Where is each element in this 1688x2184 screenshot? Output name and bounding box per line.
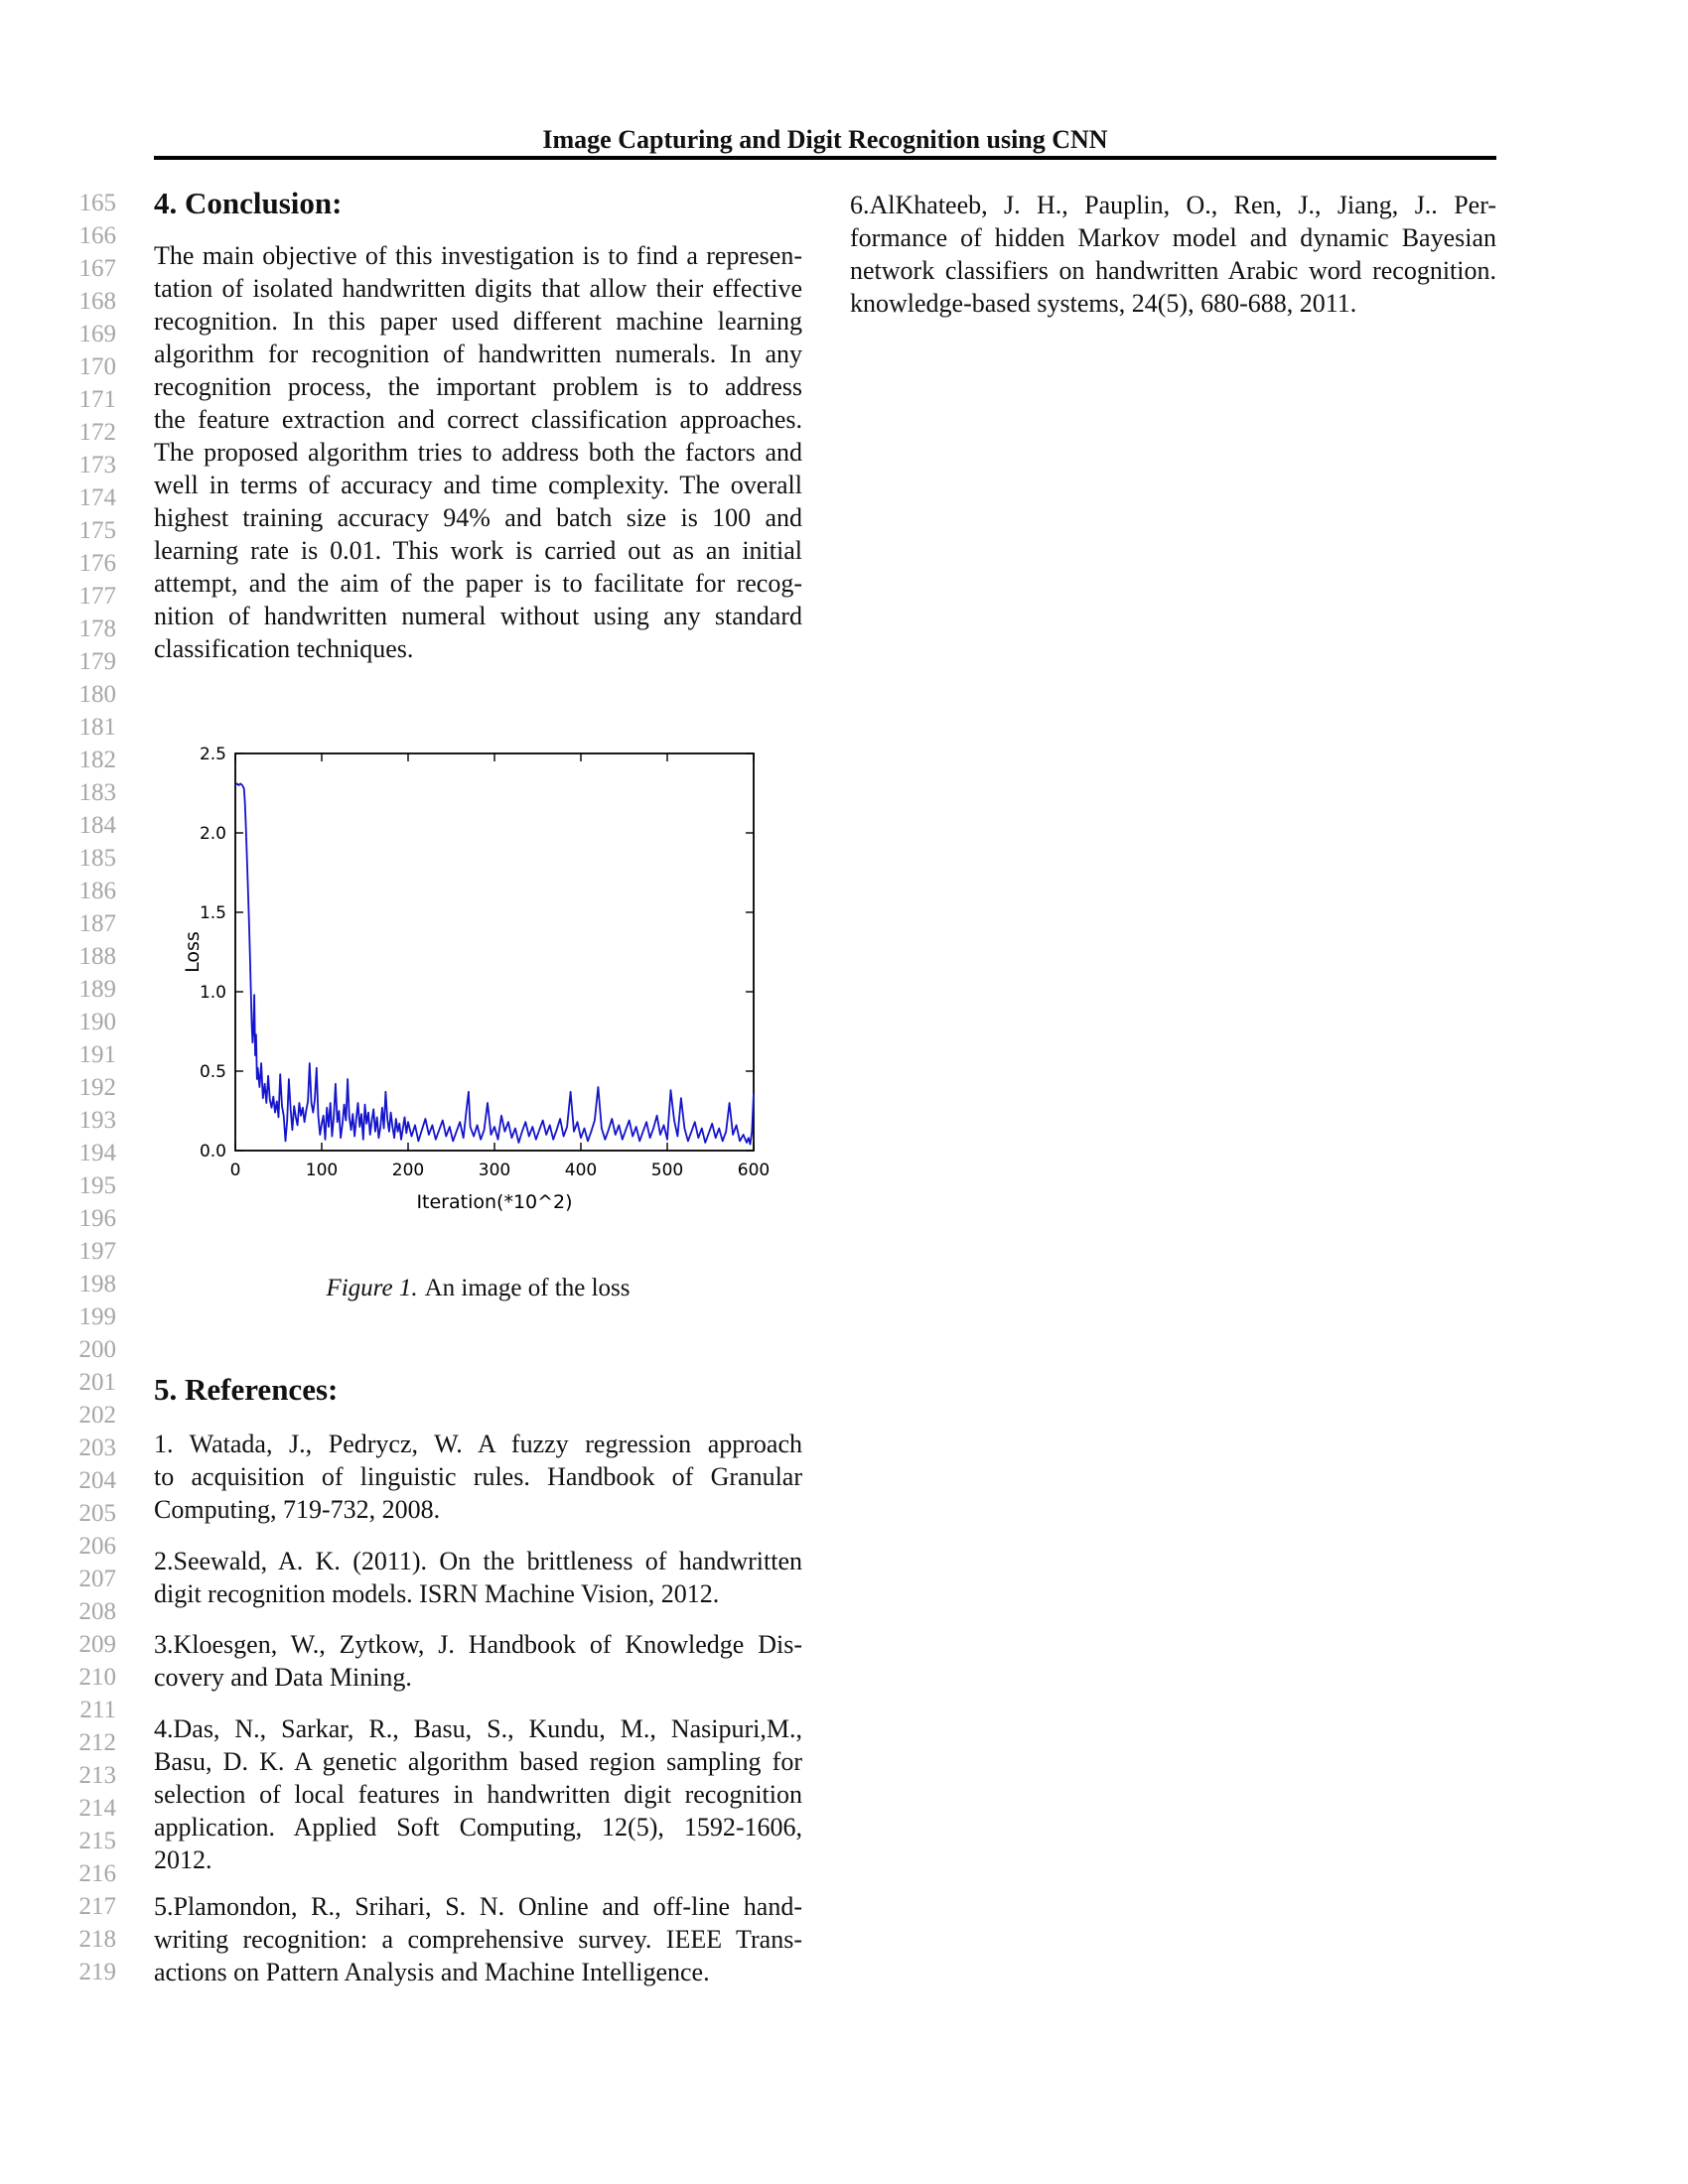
- line-number: 194: [78, 1140, 116, 1166]
- y-tick-label: 1.5: [199, 903, 226, 923]
- y-axis-label: Loss: [182, 931, 204, 973]
- line-number: 183: [78, 779, 116, 806]
- text-line: writing recognition: a comprehensive survey. IEEE Trans-: [154, 1925, 802, 1954]
- line-number: 200: [78, 1336, 116, 1363]
- line-number-column: [40, 187, 116, 1988]
- reference-item-3: [154, 1628, 802, 1694]
- reference-item-1: [154, 1428, 802, 1526]
- line-number: 202: [78, 1402, 116, 1429]
- figure-caption-text: An image of the loss: [424, 1275, 631, 1301]
- text-line: the feature extraction and correct classification approaches.: [154, 405, 802, 434]
- text-line: well in terms of accuracy and time complexity. The overall: [154, 471, 802, 499]
- text-line: classification techniques.: [154, 634, 414, 663]
- x-tick-label: 300: [478, 1160, 511, 1180]
- conclusion-heading: 4. Conclusion:: [154, 186, 343, 220]
- text-line: The main objective of this investigation is to find a represen-: [154, 241, 802, 270]
- line-number: 187: [78, 910, 116, 937]
- line-number: 196: [78, 1205, 116, 1232]
- x-tick-label: 600: [737, 1160, 771, 1180]
- text-line: nition of handwritten numeral without using any standard: [154, 602, 802, 630]
- line-number: 172: [78, 419, 116, 446]
- text-line: Basu, D. K. A genetic algorithm based region sampling for: [154, 1747, 802, 1776]
- line-number: 190: [78, 1009, 116, 1035]
- y-tick-label: 0.5: [199, 1062, 226, 1082]
- line-number: 216: [78, 1860, 116, 1887]
- reference-item-6: [850, 189, 1496, 320]
- header-rule: [154, 156, 1496, 160]
- line-number: 176: [78, 550, 116, 577]
- references-heading: 5. References:: [154, 1372, 339, 1407]
- text-line: Computing, 719-732, 2008.: [154, 1495, 441, 1524]
- line-number: 169: [78, 321, 116, 347]
- line-number: 201: [78, 1369, 116, 1396]
- line-number: 175: [78, 517, 116, 544]
- line-number: 177: [78, 583, 116, 610]
- line-number: 186: [78, 878, 116, 904]
- reference-item-5: [154, 1890, 802, 1988]
- plot-border: [235, 753, 754, 1151]
- figure-caption: [154, 1272, 802, 1304]
- line-number: 217: [78, 1893, 116, 1920]
- text-line: 5.Plamondon, R., Srihari, S. N. Online and off-line hand-: [154, 1892, 802, 1921]
- line-number: 208: [78, 1598, 116, 1625]
- y-tick-label: 0.0: [199, 1142, 226, 1161]
- text-line: 6.AlKhateeb, J. H., Pauplin, O., Ren, J., Jiang, J.. Per-: [850, 191, 1496, 219]
- page-title: Image Capturing and Digit Recognition using CNN: [542, 125, 1108, 154]
- text-line: attempt, and the aim of the paper is to facilitate for recog-: [154, 569, 802, 598]
- text-line: 4.Das, N., Sarkar, R., Basu, S., Kundu, M., Nasipuri,M.,: [154, 1714, 802, 1743]
- y-tick-label: 1.0: [199, 983, 226, 1003]
- line-number: 197: [78, 1238, 116, 1265]
- line-number: 184: [78, 812, 116, 839]
- conclusion-paragraph: [154, 239, 802, 665]
- text-line: 1. Watada, J., Pedrycz, W. A fuzzy regression approach: [154, 1430, 802, 1458]
- text-line: knowledge-based systems, 24(5), 680-688, 2011.: [850, 289, 1357, 318]
- line-number: 215: [78, 1828, 116, 1854]
- line-number: 165: [78, 190, 116, 216]
- x-tick-label: 0: [229, 1160, 241, 1180]
- line-number: 207: [78, 1566, 116, 1592]
- line-number: 219: [78, 1959, 116, 1985]
- text-line: network classifiers on handwritten Arabic word recognition.: [850, 256, 1496, 285]
- text-line: highest training accuracy 94% and batch size is 100 and: [154, 503, 802, 532]
- text-line: covery and Data Mining.: [154, 1663, 412, 1692]
- line-number: 173: [78, 452, 116, 478]
- text-line: selection of local features in handwritten digit recognition: [154, 1780, 802, 1809]
- text-line: tation of isolated handwritten digits that allow their effective: [154, 274, 802, 303]
- x-tick-label: 100: [305, 1160, 339, 1180]
- line-number: 192: [78, 1074, 116, 1101]
- line-number: 182: [78, 747, 116, 773]
- y-tick-label: 2.0: [199, 824, 226, 844]
- line-number: 181: [78, 714, 116, 741]
- y-tick-label: 2.5: [199, 745, 226, 764]
- line-number: 168: [78, 288, 116, 315]
- x-axis-label: Iteration(*10^2): [416, 1191, 573, 1213]
- line-number: 205: [78, 1500, 116, 1527]
- text-line: digit recognition models. ISRN Machine Vision, 2012.: [154, 1579, 720, 1608]
- line-number: 171: [78, 386, 116, 413]
- line-number: 167: [78, 255, 116, 282]
- line-number: 185: [78, 845, 116, 872]
- line-number: 179: [78, 648, 116, 675]
- line-number: 210: [78, 1664, 116, 1691]
- text-line: recognition process, the important problem is to address: [154, 372, 802, 401]
- line-number: 199: [78, 1303, 116, 1330]
- text-line: application. Applied Soft Computing, 12(5), 1592-1606,: [154, 1813, 802, 1842]
- line-number: 211: [79, 1697, 116, 1723]
- x-tick-label: 500: [650, 1160, 684, 1180]
- text-line: algorithm for recognition of handwritten numerals. In any: [154, 340, 802, 368]
- line-number: 203: [78, 1434, 116, 1461]
- line-number: 180: [78, 681, 116, 708]
- x-tick-label: 400: [564, 1160, 598, 1180]
- reference-item-4: [154, 1712, 802, 1876]
- line-number: 191: [78, 1041, 116, 1068]
- line-number: 209: [78, 1631, 116, 1658]
- line-number: 218: [78, 1926, 116, 1953]
- loss-chart: [159, 730, 814, 1226]
- line-number: 213: [78, 1762, 116, 1789]
- line-number: 212: [78, 1729, 116, 1756]
- text-line: actions on Pattern Analysis and Machine Intelligence.: [154, 1958, 710, 1986]
- x-tick-label: 200: [391, 1160, 425, 1180]
- text-line: learning rate is 0.01. This work is carried out as an initial: [154, 536, 802, 565]
- text-line: formance of hidden Markov model and dynamic Bayesian: [850, 223, 1496, 252]
- line-number: 170: [78, 353, 116, 380]
- line-number: 189: [78, 976, 116, 1003]
- line-number: 206: [78, 1533, 116, 1560]
- reference-item-2: [154, 1545, 802, 1610]
- text-line: 2012.: [154, 1845, 212, 1874]
- text-line: recognition. In this paper used different machine learning: [154, 307, 802, 336]
- line-number: 214: [78, 1795, 116, 1822]
- figure-caption-label: Figure 1.: [326, 1275, 418, 1301]
- text-line: to acquisition of linguistic rules. Handbook of Granular: [154, 1462, 802, 1491]
- text-line: The proposed algorithm tries to address both the factors and: [154, 438, 802, 467]
- text-line: 3.Kloesgen, W., Zytkow, J. Handbook of Knowledge Dis-: [154, 1630, 802, 1659]
- loss-curve: [235, 783, 754, 1144]
- line-number: 193: [78, 1107, 116, 1134]
- line-number: 174: [78, 484, 116, 511]
- line-number: 195: [78, 1172, 116, 1199]
- line-number: 166: [78, 222, 116, 249]
- line-number: 198: [78, 1271, 116, 1297]
- line-number: 178: [78, 615, 116, 642]
- line-number: 204: [78, 1467, 116, 1494]
- text-line: 2.Seewald, A. K. (2011). On the brittleness of handwritten: [154, 1547, 802, 1575]
- line-number: 188: [78, 943, 116, 970]
